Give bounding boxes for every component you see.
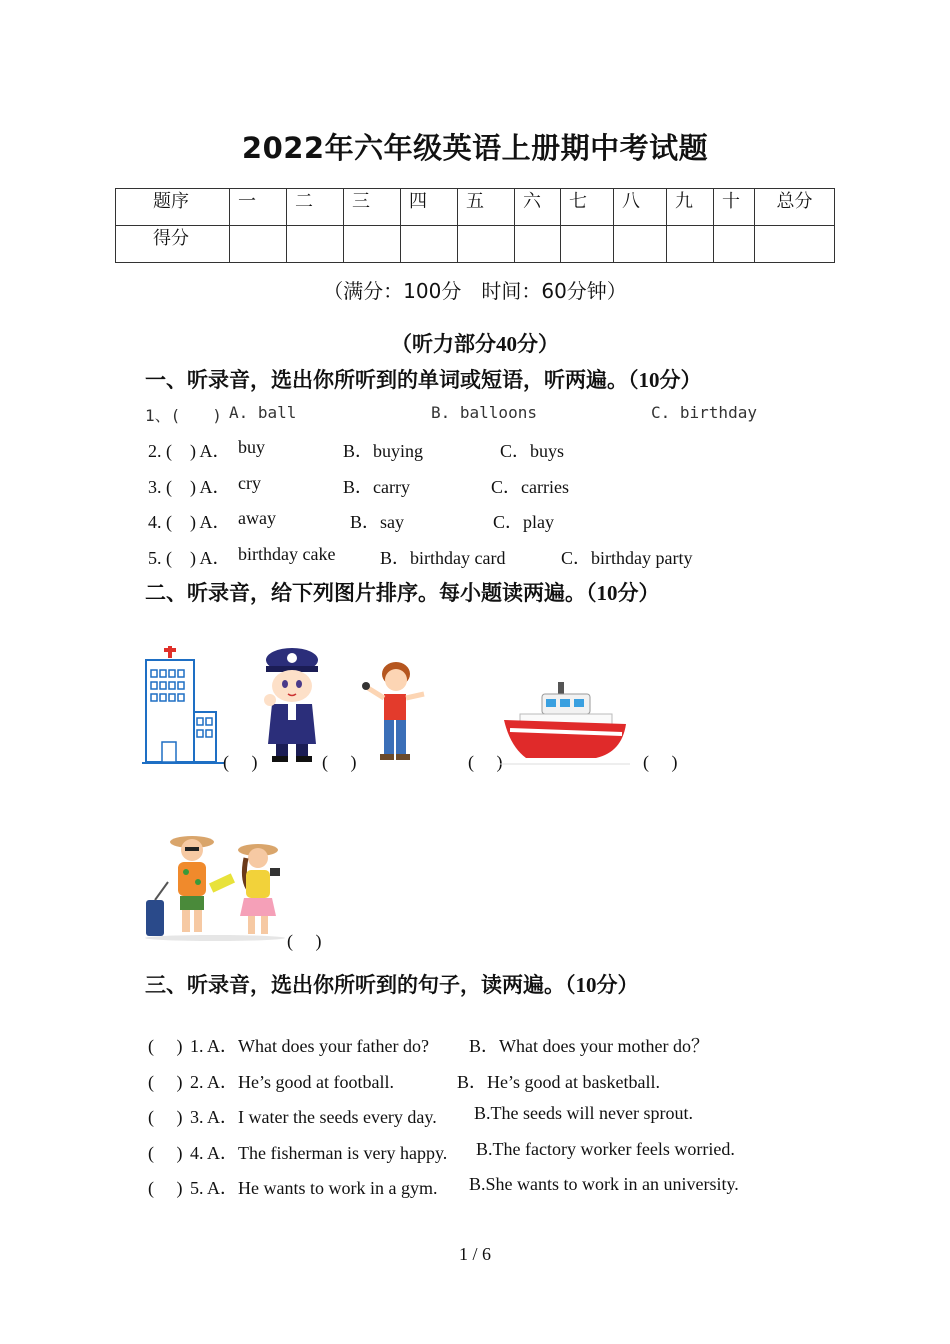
- page-title: 2022年六年级英语上册期中考试题: [241, 131, 709, 165]
- q5-option-c: C．birthday party: [561, 548, 693, 568]
- police-officer-image: [258, 646, 326, 764]
- score-cell: 三: [344, 189, 401, 226]
- s3-q5-paren: ( ): [148, 1178, 183, 1198]
- score-cell: 二: [287, 189, 344, 226]
- pic3-blank: ( ): [468, 752, 503, 772]
- score-input-cell: [230, 226, 287, 263]
- q4-option-b: B．say: [350, 512, 404, 532]
- exam-info: （满分：100分 时间：60分钟）: [323, 279, 627, 303]
- score-cell: 九: [667, 189, 714, 226]
- section-1-title: 一、听录音，选出你所听到的单词或短语，听两遍。（10分）: [145, 368, 702, 392]
- section-3-title: 三、听录音，选出你所听到的句子，读两遍。（10分）: [145, 973, 639, 997]
- pic2-blank: ( ): [322, 752, 357, 772]
- score-input-cell: [714, 226, 755, 263]
- score-cell: 一: [230, 189, 287, 226]
- score-table-header-row: [116, 189, 835, 226]
- q5-option-a: birthday cake: [238, 544, 336, 564]
- q4-number: 4. ( ) A．: [148, 512, 231, 532]
- q5-number: 5. ( ) A．: [148, 548, 231, 568]
- q5-option-b: B．birthday card: [380, 548, 506, 568]
- score-cell: 六: [515, 189, 561, 226]
- q3-option-a: cry: [238, 473, 261, 493]
- q1-number: 1、( ): [145, 406, 222, 425]
- page-number: 1 / 6: [458, 1244, 491, 1264]
- score-table: [115, 188, 835, 263]
- q3-option-c: C．carries: [491, 477, 569, 497]
- score-cell: 题序: [116, 189, 230, 226]
- q4-option-a: away: [238, 508, 276, 528]
- score-input-cell: [667, 226, 714, 263]
- q2-option-c: C．buys: [500, 441, 565, 461]
- s3-q1-option-b: B．What does your mother do？: [469, 1036, 709, 1056]
- s3-q3-paren: ( ): [148, 1107, 183, 1127]
- score-input-cell: [401, 226, 458, 263]
- score-cell: 七: [561, 189, 614, 226]
- tourists-image: [140, 832, 290, 942]
- score-input-cell: [287, 226, 344, 263]
- score-input-cell: [561, 226, 614, 263]
- s3-q2-option-b: B．He’s good at basketball.: [457, 1072, 660, 1092]
- s3-q5-option-a: 5. A．He wants to work in a gym.: [190, 1178, 438, 1198]
- s3-q2-paren: ( ): [148, 1072, 183, 1092]
- q3-option-b: B．carry: [343, 477, 410, 497]
- listening-header: （听力部分40分）: [391, 332, 559, 356]
- q4-option-c: C．play: [493, 512, 554, 532]
- s3-q4-option-a: 4. A．The fisherman is very happy.: [190, 1143, 448, 1163]
- score-cell: 四: [401, 189, 458, 226]
- score-input-cell: [344, 226, 401, 263]
- q3-number: 3. ( ) A．: [148, 477, 231, 497]
- s3-q3-option-a: 3. A．I water the seeds every day.: [190, 1107, 437, 1127]
- pic4-blank: ( ): [643, 752, 678, 772]
- s3-q1-paren: ( ): [148, 1036, 183, 1056]
- s3-q4-paren: ( ): [148, 1143, 183, 1163]
- pic5-blank: ( ): [287, 931, 322, 951]
- q2-option-a: buy: [238, 437, 265, 457]
- q2-number: 2. ( ) A．: [148, 441, 231, 461]
- s3-q5-option-b: B.She wants to work in an university.: [469, 1174, 739, 1194]
- score-input-cell: [614, 226, 667, 263]
- score-cell: 十: [714, 189, 755, 226]
- q1-option-c: C. birthday: [651, 403, 757, 422]
- score-cell: 得分: [116, 226, 230, 263]
- score-input-cell: [755, 226, 835, 263]
- score-cell: 五: [458, 189, 515, 226]
- singer-image: [356, 658, 430, 764]
- score-input-cell: [458, 226, 515, 263]
- q1-option-b: B. balloons: [431, 403, 537, 422]
- section-2-title: 二、听录音，给下列图片排序。每小题读两遍。（10分）: [145, 581, 660, 605]
- score-input-cell: [515, 226, 561, 263]
- s3-q2-option-a: 2. A．He’s good at football.: [190, 1072, 394, 1092]
- s3-q4-option-b: B.The factory worker feels worried.: [476, 1139, 735, 1159]
- score-cell: 八: [614, 189, 667, 226]
- score-cell: 总分: [755, 189, 835, 226]
- q1-option-a: A. ball: [229, 403, 297, 422]
- s3-q3-option-b: B.The seeds will never sprout.: [474, 1103, 693, 1123]
- pic1-blank: ( ): [223, 752, 258, 772]
- ship-image: [500, 672, 630, 766]
- q2-option-b: B．buying: [343, 441, 424, 461]
- score-table-score-row: [116, 226, 835, 263]
- hospital-image: [142, 646, 224, 766]
- s3-q1-option-a: 1. A．What does your father do?: [190, 1036, 429, 1056]
